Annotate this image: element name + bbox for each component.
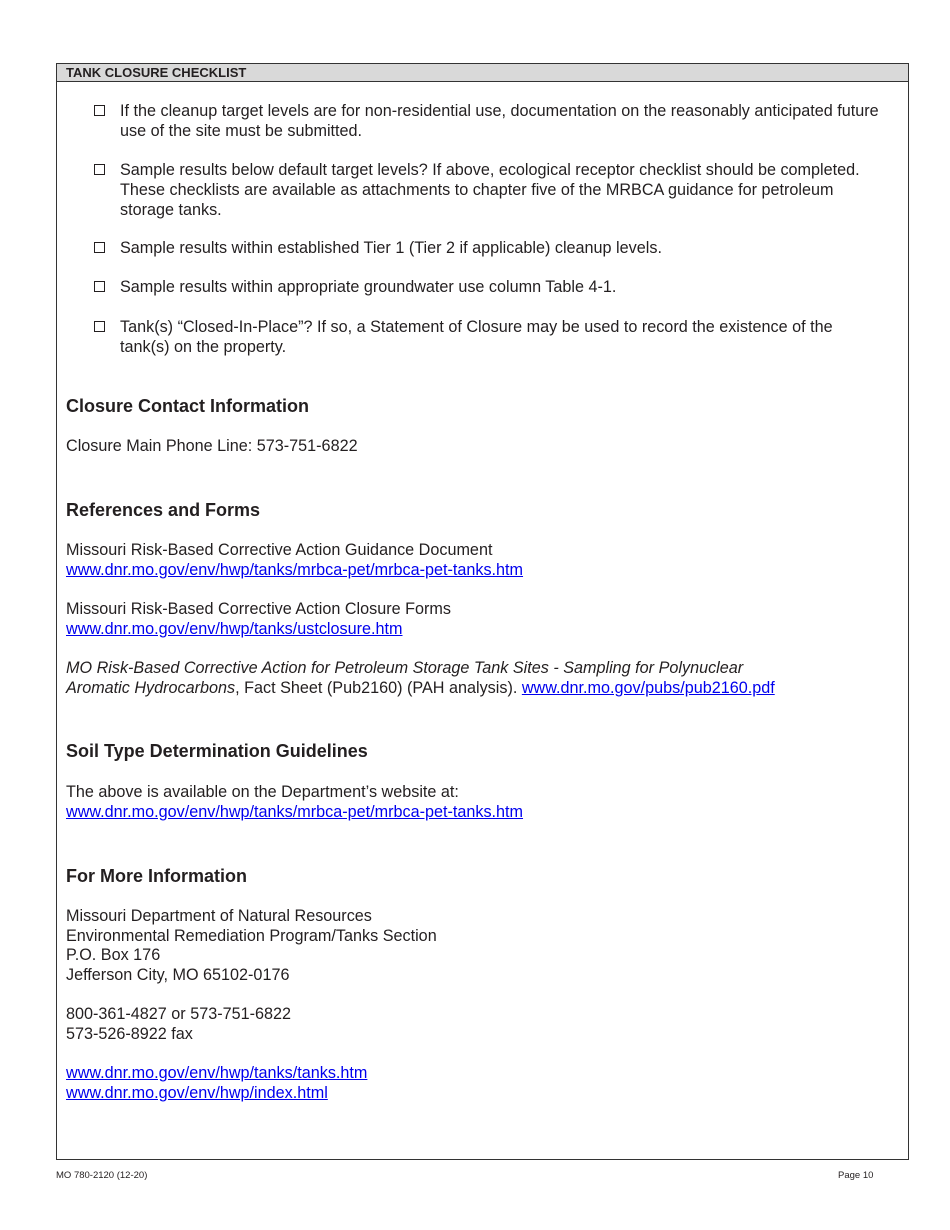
soil-text: The above is available on the Department’s website at: [66, 783, 459, 801]
fact-sheet-description: , Fact Sheet (Pub2160) (PAH analysis). [235, 679, 522, 697]
closure-forms-title: Missouri Risk-Based Corrective Action Closure Forms [66, 600, 452, 618]
checkbox[interactable] [94, 242, 105, 253]
form-number: MO 780-2120 (12-20) [56, 1170, 148, 1181]
fact-sheet-title-part-2: Aromatic Hydrocarbons [66, 679, 236, 697]
checklist-item-text: Sample results within appropriate groundwater use column Table 4-1. [120, 278, 617, 296]
section-header: TANK CLOSURE CHECKLIST [57, 64, 908, 82]
closure-forms-link[interactable]: www.dnr.mo.gov/env/hwp/tanks/ustclosure.htm [66, 620, 403, 638]
guidance-title: Missouri Risk-Based Corrective Action Guidance Document [66, 541, 493, 559]
checklist-item [94, 160, 884, 220]
soil-heading: Soil Type Determination Guidelines [66, 741, 368, 761]
checklist-item [94, 238, 884, 258]
checkbox[interactable] [94, 321, 105, 332]
tanks-link[interactable]: www.dnr.mo.gov/env/hwp/tanks/tanks.htm [66, 1064, 368, 1082]
more-info-heading: For More Information [66, 866, 247, 886]
hwp-index-link[interactable]: www.dnr.mo.gov/env/hwp/index.html [66, 1084, 328, 1102]
checklist-item [94, 317, 884, 357]
address-line: P.O. Box 176 [66, 946, 161, 964]
checklist-item-text: Tank(s) “Closed-In-Place”? If so, a Statement of Closure may be used to record the existence of the tank(s) on the property. [120, 318, 833, 356]
checkbox[interactable] [94, 281, 105, 292]
checklist-item-text: If the cleanup target levels are for non-residential use, documentation on the reasonably anticipated future use of the site must be submitted. [120, 102, 879, 140]
contact-heading: Closure Contact Information [66, 396, 310, 416]
checkbox[interactable] [94, 105, 105, 116]
address-line: Missouri Department of Natural Resources [66, 907, 372, 925]
page-number: Page 10 [838, 1170, 874, 1181]
fact-sheet-line-2 [66, 678, 775, 698]
checklist-item [94, 277, 884, 297]
address-line: Jefferson City, MO 65102-0176 [66, 966, 290, 984]
fax-number: 573-526-8922 fax [66, 1025, 193, 1043]
address-line: Environmental Remediation Program/Tanks Section [66, 927, 437, 945]
checklist-item-text: Sample results below default target levels? If above, ecological receptor checklist should be completed. These checklists are available as attachments to chapter five of the MRBCA guidance for petroleum storage tanks. [120, 161, 860, 219]
checkbox[interactable] [94, 164, 105, 175]
guidance-link[interactable]: www.dnr.mo.gov/env/hwp/tanks/mrbca-pet/mrbca-pet-tanks.htm [66, 561, 524, 579]
checklist-item [94, 101, 884, 141]
references-heading: References and Forms [66, 500, 261, 520]
soil-link[interactable]: www.dnr.mo.gov/env/hwp/tanks/mrbca-pet/mrbca-pet-tanks.htm [66, 803, 524, 821]
phone-numbers: 800-361-4827 or 573-751-6822 [66, 1005, 292, 1023]
fact-sheet-title-part-1: MO Risk-Based Corrective Action for Petroleum Storage Tank Sites - Sampling for Polynuclear [66, 659, 744, 677]
checklist-frame [56, 63, 909, 1160]
fact-sheet-link[interactable]: www.dnr.mo.gov/pubs/pub2160.pdf [521, 679, 775, 697]
fact-sheet-line-1 [66, 658, 743, 678]
checklist-item-text: Sample results within established Tier 1 (Tier 2 if applicable) cleanup levels. [120, 239, 662, 257]
closure-phone-line: Closure Main Phone Line: 573-751-6822 [66, 437, 358, 455]
